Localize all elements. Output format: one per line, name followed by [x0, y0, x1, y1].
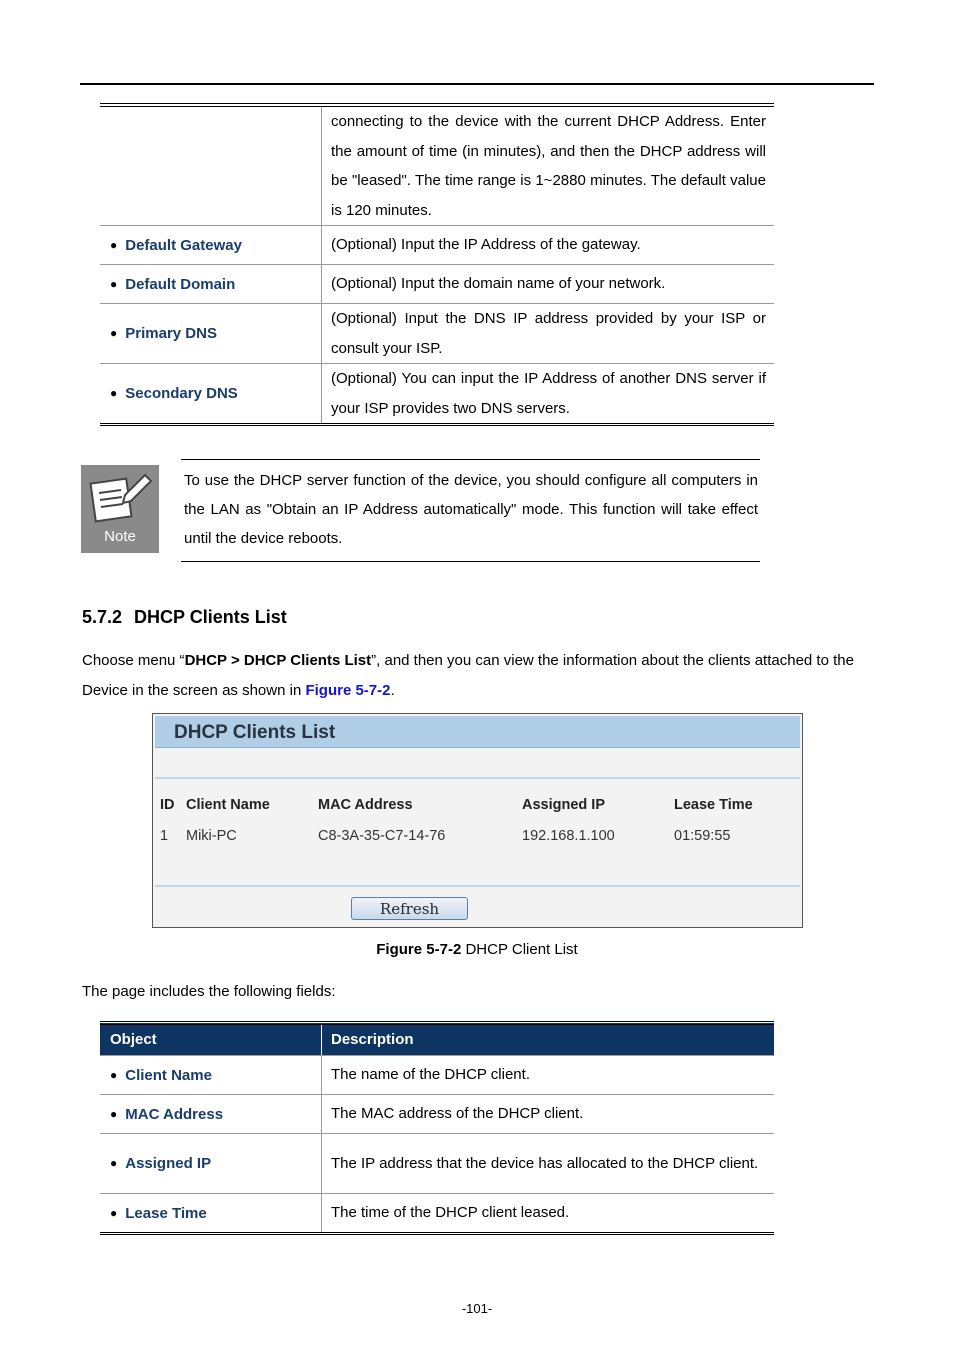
object-name: MAC Address	[125, 1105, 224, 1123]
column-header-lease-time: Lease Time	[674, 797, 753, 813]
object-name: Default Domain	[125, 275, 236, 293]
client-name: Miki-PC	[186, 828, 237, 844]
description-cell: The MAC address of the DHCP client.	[322, 1095, 775, 1134]
panel-title-bar	[155, 716, 800, 748]
intro-paragraph: Choose menu “DHCP > DHCP Clients List”, and then you can view the information about the clients attached to the Device in the screen as shown in Figure 5-7-2.	[82, 652, 854, 699]
section-number: 5.7.2	[82, 607, 123, 627]
description-cell: The IP address that the device has allocated to the DHCP client.	[322, 1134, 775, 1194]
figure-caption: Figure 5-7-2 DHCP Client List	[376, 941, 578, 958]
bullet-icon: ●	[110, 326, 118, 340]
client-lease-time: 01:59:55	[674, 828, 731, 844]
description-cell: The time of the DHCP client leased.	[322, 1194, 775, 1234]
description-cell: (Optional) Input the DNS IP address provided by your ISP or consult your ISP.	[322, 304, 775, 364]
section-title	[82, 607, 287, 628]
table-row	[100, 1134, 774, 1194]
object-name: Primary DNS	[125, 325, 217, 342]
column-header-id: ID	[160, 797, 175, 813]
settings-table-continued	[100, 103, 774, 426]
bullet-icon: ●	[110, 276, 118, 291]
bullet-icon: ●	[110, 1205, 118, 1220]
object-cell	[100, 105, 322, 226]
client-id: 1	[160, 828, 169, 844]
fields-table	[100, 1021, 774, 1235]
table-row	[100, 226, 774, 265]
note-box	[181, 459, 760, 562]
bullet-icon: ●	[110, 1067, 118, 1082]
header-rule	[80, 83, 874, 85]
bullet-icon: ●	[110, 386, 118, 400]
object-name: Lease Time	[125, 1204, 207, 1222]
note-icon-label: Note	[104, 528, 136, 545]
header-description: Description	[322, 1023, 775, 1056]
bullet-icon: ●	[110, 1106, 118, 1121]
note-text: To use the DHCP server function of the device, you should configure all computers in the LAN as "Obtain an IP Address automatically" mode. This function will take effect until the device reboots.	[184, 472, 758, 547]
column-header-assigned-ip: Assigned IP	[522, 797, 605, 813]
table-row	[100, 1056, 774, 1095]
column-header-mac-address: MAC Address	[318, 797, 413, 813]
object-name: Secondary DNS	[125, 385, 238, 402]
object-name: Assigned IP	[125, 1155, 212, 1172]
divider	[155, 885, 800, 887]
dhcp-clients-screenshot	[152, 713, 803, 928]
menu-path: DHCP > DHCP Clients List	[184, 652, 372, 669]
panel-title: DHCP Clients List	[174, 722, 336, 743]
table-row	[100, 364, 774, 425]
description-cell: (Optional) Input the domain name of your network.	[322, 265, 775, 304]
divider	[155, 777, 800, 779]
client-ip: 192.168.1.100	[522, 828, 615, 844]
table-row	[100, 304, 774, 364]
refresh-button[interactable]: Refresh	[351, 897, 468, 920]
object-name: Client Name	[125, 1066, 212, 1084]
fields-intro: The page includes the following fields:	[82, 983, 336, 1000]
description-cell: (Optional) You can input the IP Address of another DNS server if your ISP provides two DNS servers.	[322, 364, 775, 425]
column-header-client-name: Client Name	[186, 797, 270, 813]
page-number: -101-	[461, 1301, 493, 1316]
table-header-row	[100, 1023, 774, 1056]
table-row	[100, 1194, 774, 1234]
object-name: Default Gateway	[125, 236, 242, 254]
description-cell: The name of the DHCP client.	[322, 1056, 775, 1095]
section-heading: DHCP Clients List	[134, 607, 287, 627]
description-cell: connecting to the device with the current DHCP Address. Enter the amount of time (in minutes), and then the DHCP address will be "leased". The time range is 1~2880 minutes. The default value is 120 minutes.	[322, 105, 775, 226]
table-row	[100, 105, 774, 226]
client-mac: C8-3A-35-C7-14-76	[318, 828, 446, 844]
header-object: Object	[100, 1023, 322, 1056]
bullet-icon: ●	[110, 1156, 118, 1170]
figure-link[interactable]: Figure 5-7-2	[305, 682, 391, 699]
description-cell: (Optional) Input the IP Address of the gateway.	[322, 226, 775, 265]
notepad-pen-icon	[81, 465, 159, 525]
note-icon	[81, 465, 159, 553]
bullet-icon: ●	[110, 237, 118, 252]
table-row	[100, 1095, 774, 1134]
table-row	[100, 265, 774, 304]
